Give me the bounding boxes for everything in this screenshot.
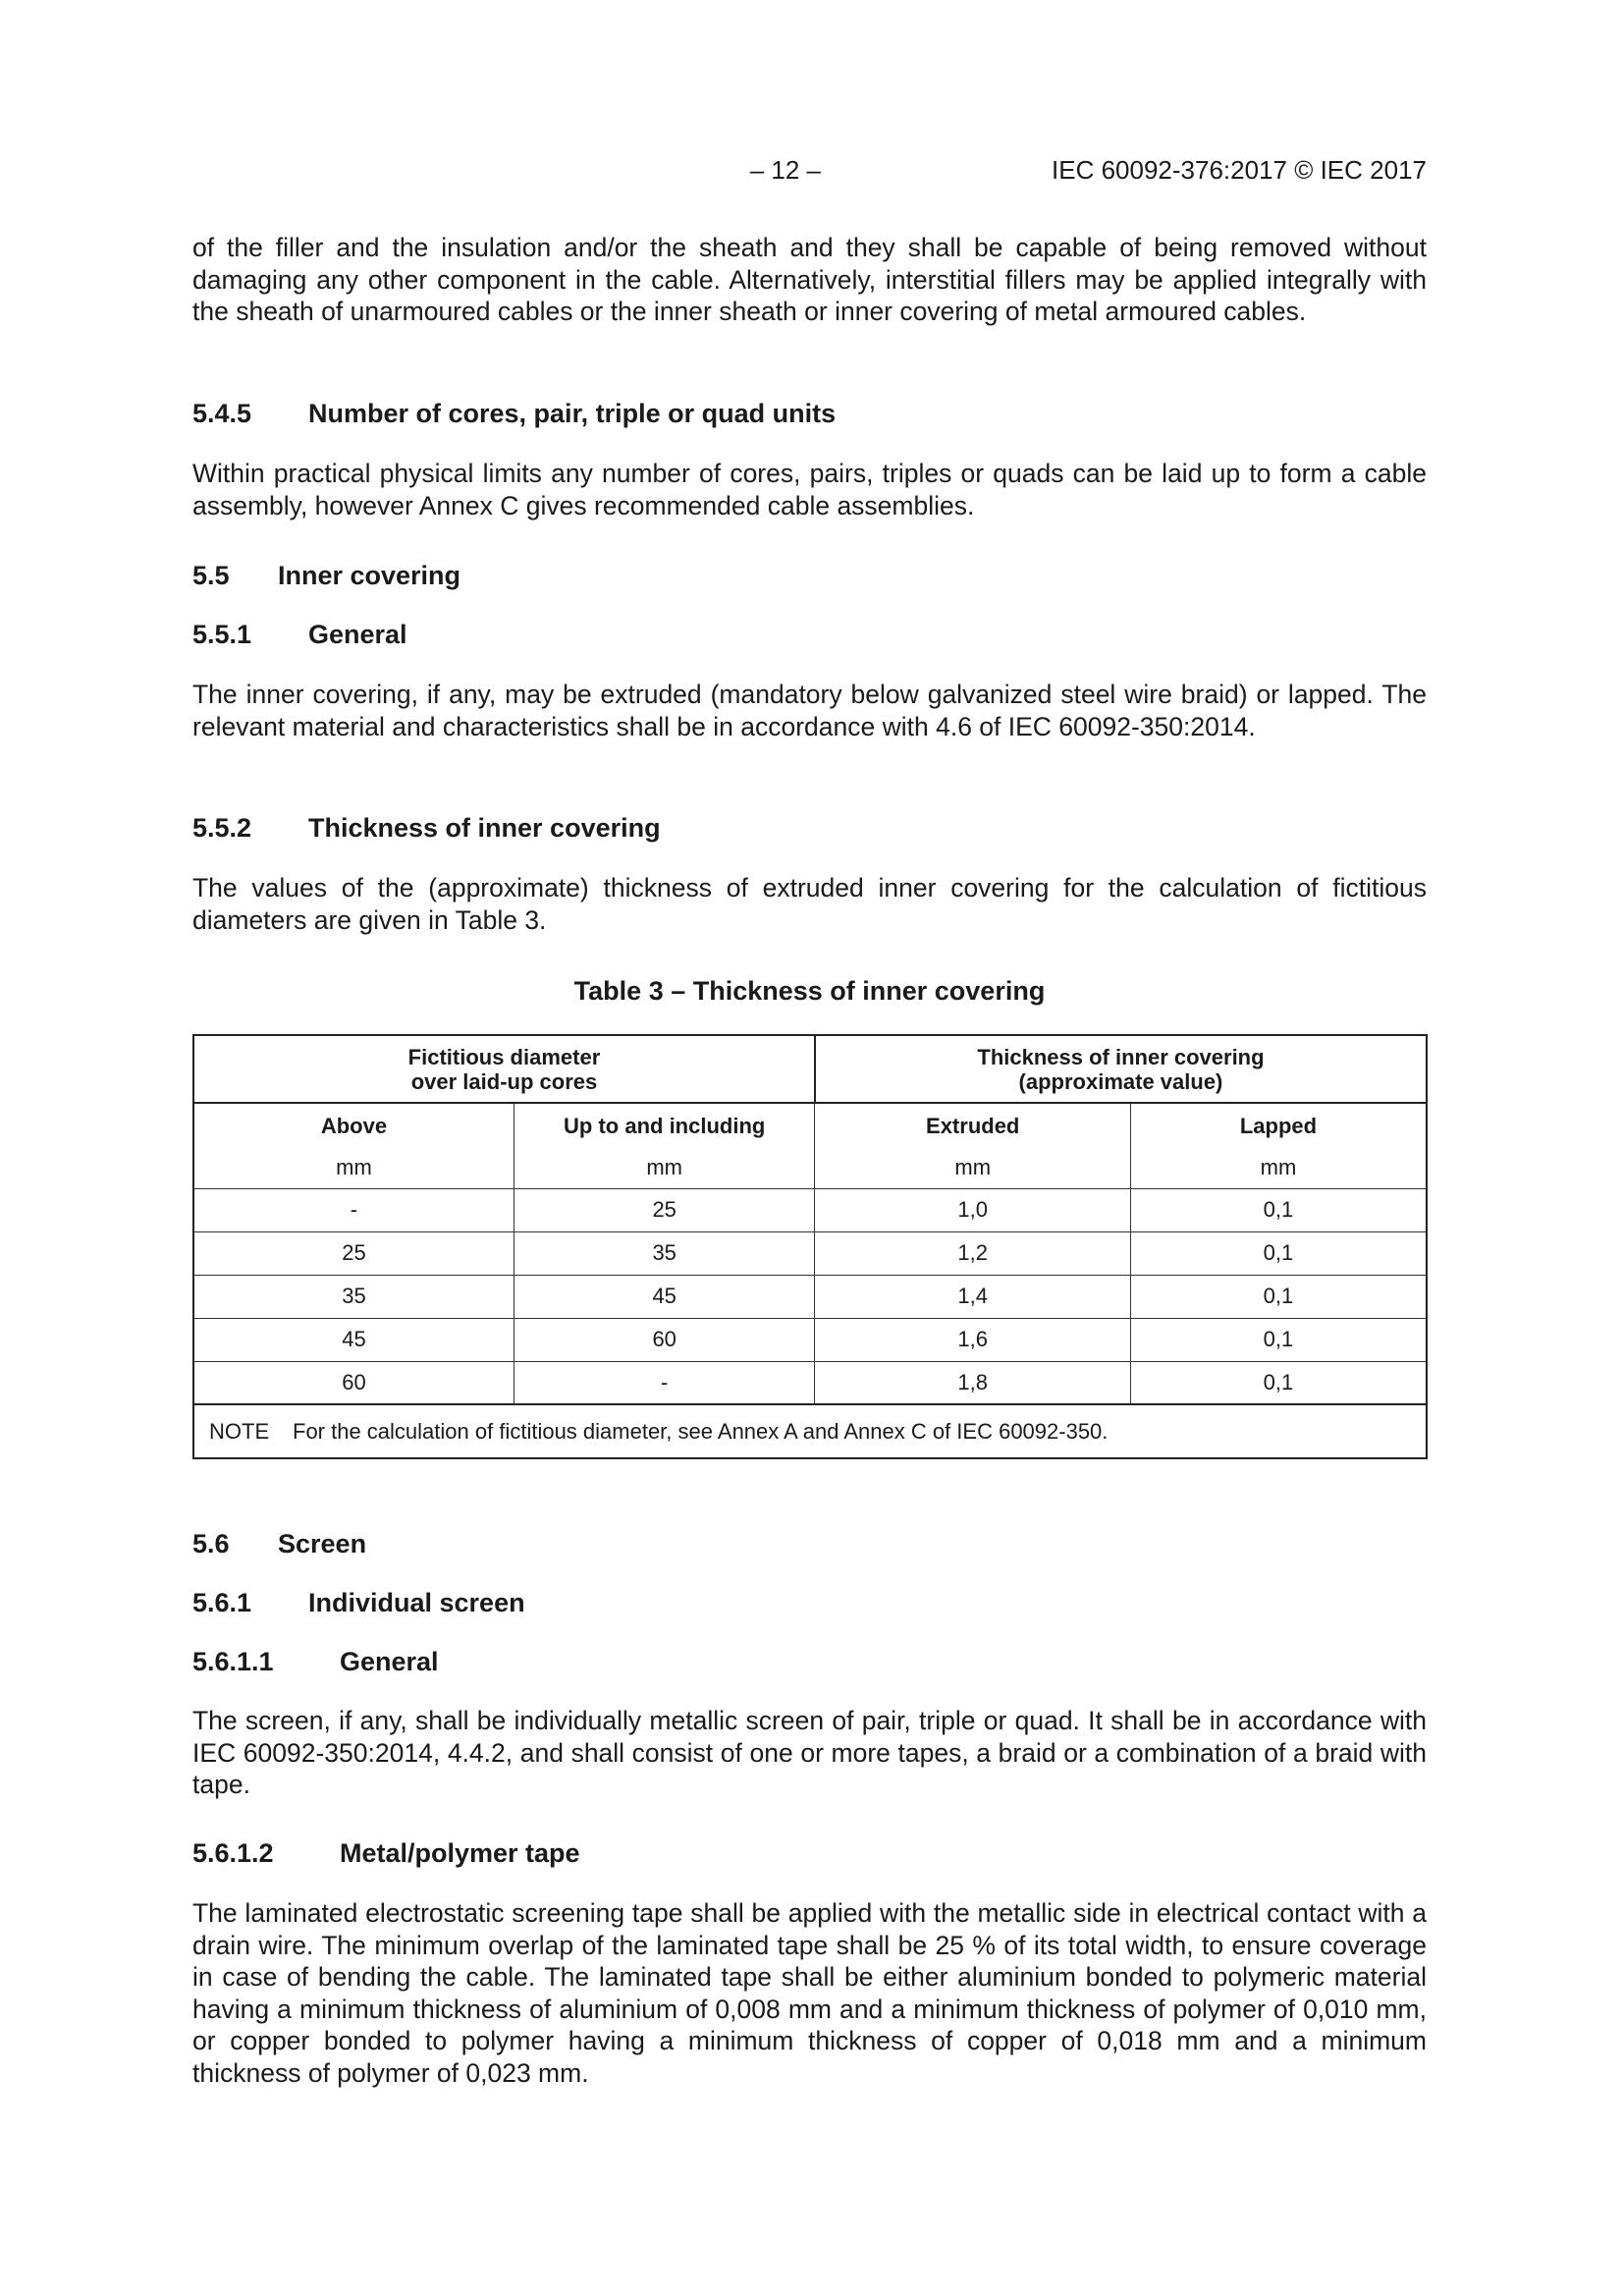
table-cell: - [514,1361,815,1404]
table-cell: 0,1 [1130,1361,1427,1404]
table-cell: 45 [193,1318,514,1361]
table-units-row [193,1147,1427,1188]
section-heading-5-6-1 [192,1588,525,1618]
section-title: Number of cores, pair, triple or quad units [308,399,837,428]
group-header-line: over laid-up cores [410,1068,598,1094]
table-cell: 45 [514,1275,815,1318]
table-cell: 1,8 [815,1361,1131,1404]
section-title: General [308,620,407,649]
section-heading-5-4-5 [192,399,836,429]
table-cell: 1,2 [815,1231,1131,1275]
table-row [193,1361,1427,1404]
group-header-line: Thickness of inner covering [977,1044,1265,1069]
table-note-row [193,1404,1427,1458]
table-note [193,1404,1427,1458]
table-row [193,1231,1427,1275]
section-number: 5.6.1.1 [192,1647,274,1676]
intro-paragraph: of the filler and the insulation and/or the sheath and they shall be capable of being removed without damaging any other component in the cable. Alternatively, interstitial fillers may be applied integrally with the sheath of unarmoured cables or the inner sheath or inner covering of metal armoured cables. [192,233,1427,326]
table-cell: 25 [514,1188,815,1231]
section-title: General [340,1647,439,1676]
table-cell: 35 [193,1275,514,1318]
section-title: Thickness of inner covering [308,813,661,843]
section-title: Inner covering [278,561,461,590]
group-header-thickness [815,1035,1427,1103]
standard-reference: IEC 60092-376:2017 © IEC 2017 [1052,155,1427,185]
section-heading-5-5 [192,561,460,591]
section-paragraph-5-6-1-2: The laminated electrostatic screening tape shall be applied with the metallic side in electrical contact with a drain wire. The minimum overlap of the laminated tape shall be 25 % of its total width, to ensure coverage in case of bending the cable. The laminated tape shall be either aluminium bonded to polymeric material having a minimum thickness of aluminium of 0,008 mm and a minimum thickness of polymer of 0,010 mm, or copper bonded to polymer having a minimum thickness of copper of 0,018 mm and a minimum thickness of polymer of 0,023 mm. [192,1898,1427,2088]
column-header: Lapped [1239,1113,1318,1138]
table-cell: 1,4 [815,1275,1131,1318]
section-number: 5.5.2 [192,813,252,843]
section-heading-5-6-1-1 [192,1647,439,1677]
unit-cell: mm [1260,1154,1297,1179]
thickness-table [192,1034,1428,1459]
table-cell: 60 [193,1361,514,1404]
unit-cell: mm [815,1147,1131,1188]
table-cell: 0,1 [1130,1231,1427,1275]
section-number: 5.4.5 [192,399,252,428]
section-heading-5-6-1-2 [192,1838,580,1869]
section-paragraph-5-5-1: The inner covering, if any, may be extruded (mandatory below galvanized steel wire braid) or lapped. The relevant material and characteristics shall be in accordance with 4.6 of IEC 60092-350:2014. [192,680,1427,741]
column-header: Extruded [815,1103,1131,1147]
table-cell: 35 [514,1231,815,1275]
note-label: NOTE [209,1418,270,1444]
unit-cell: mm [193,1147,514,1188]
section-heading-5-6 [192,1529,366,1559]
table-column-header-row [193,1103,1427,1147]
section-number: 5.5 [192,561,230,590]
table-title: Table 3 – Thickness of inner covering [573,976,1046,1006]
table-cell: 1,0 [815,1188,1131,1231]
table-group-header-row [193,1035,1427,1103]
note-text: For the calculation of fictitious diameter, see Annex A and Annex C of IEC 60092-350. [293,1418,1109,1444]
column-header: Above [193,1103,514,1147]
unit-cell: mm [514,1147,815,1188]
table-cell: 0,1 [1130,1188,1427,1231]
table-row [193,1275,1427,1318]
section-paragraph-5-6-1-1: The screen, if any, shall be individually metallic screen of pair, triple or quad. It shall be in accordance with IEC 60092-350:2014, 4.4.2, and shall consist of one or more tapes, a braid or a combination of a braid with tape. [192,1706,1427,1799]
group-header-fictitious-diameter [193,1035,815,1103]
page-number: – 12 – [749,155,821,185]
table-cell: 0,1 [1130,1275,1427,1318]
section-paragraph-5-4-5: Within practical physical limits any number of cores, pairs, triples or quads can be laid up to form a cable assembly, however Annex C gives recommended cable assemblies. [192,459,1427,520]
section-number: 5.6.1 [192,1588,252,1617]
section-heading-5-5-2 [192,813,661,844]
group-header-line: Fictitious diameter [407,1044,601,1069]
table-row [193,1318,1427,1361]
section-number: 5.6.1.2 [192,1838,274,1868]
section-paragraph-5-5-2: The values of the (approximate) thickness of extruded inner covering for the calculation of fictitious diameters are given in Table 3. [192,873,1427,935]
table-row [193,1188,1427,1231]
section-title: Screen [278,1529,367,1558]
section-number: 5.6 [192,1529,230,1558]
table-cell: 25 [193,1231,514,1275]
group-header-line: (approximate value) [1018,1068,1223,1094]
section-number: 5.5.1 [192,620,252,649]
table-cell: 0,1 [1130,1318,1427,1361]
page-header [192,155,1427,189]
section-title: Individual screen [308,1588,525,1617]
table-cell: - [193,1188,514,1231]
table-cell: 60 [514,1318,815,1361]
section-heading-5-5-1 [192,620,407,650]
section-title: Metal/polymer tape [340,1838,580,1868]
table-cell: 1,6 [815,1318,1131,1361]
column-header: Up to and including [514,1103,815,1147]
